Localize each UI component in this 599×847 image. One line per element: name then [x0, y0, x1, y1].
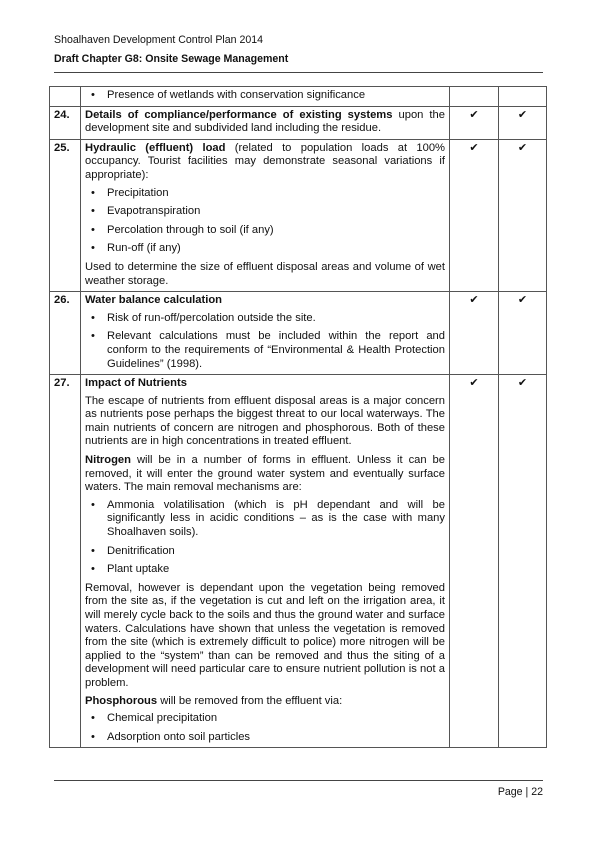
check-cell: [499, 139, 547, 291]
phosphorous-text: will be removed from the effluent via:: [157, 694, 343, 707]
bullet-icon: •: [91, 544, 95, 557]
page-number: Page | 22: [497, 786, 543, 798]
bullet-icon: •: [91, 186, 95, 199]
removal-text: Removal, however is dependant upon the vegetation being removed from the site as, if the vegetation is cut and left on the irrigation area, it will merely cycle back to the soils and thus the ground water and surface waters. Calculations have shown that unless the vegetation is removed from the site (which is extremely difficult to police) more nitrogen will be applied to the “system” than can be removed and thus the siting of a development will need particular care to ensure nutrient pollution is not a problem.: [85, 581, 445, 689]
item-title: Hydraulic (effluent) load: [85, 141, 226, 154]
checkmark-icon: ✔: [469, 141, 479, 154]
bullet-icon: •: [91, 89, 95, 101]
item-title: Impact of Nutrients: [85, 377, 187, 390]
check-cell: [450, 139, 499, 291]
checkmark-icon: ✔: [469, 108, 479, 121]
item-description: [81, 139, 450, 291]
list-item: • Ammonia volatilisation (which is pH dependant and will be significantly less in acidic conditions – as is the case with many Shoalhaven soils).: [91, 498, 445, 539]
item-title: Details of compliance/performance of existing systems: [85, 108, 393, 121]
bullet-icon: •: [91, 730, 95, 743]
table-row: [50, 292, 547, 375]
check-cell: [499, 106, 547, 139]
checkmark-icon: ✔: [517, 108, 528, 121]
list-item: • Run-off (if any): [91, 242, 181, 255]
check-cell: [450, 106, 499, 139]
bullet-icon: •: [91, 498, 95, 511]
item-number: 25.: [50, 139, 81, 291]
list-item: • Chemical precipitation: [91, 712, 218, 725]
bullet-icon: •: [91, 205, 95, 218]
item-description: [81, 87, 450, 107]
item-description: [81, 292, 450, 375]
list-item: • Presence of wetlands with conservation significance: [91, 89, 366, 101]
chapter-title: Draft Chapter G8: Onsite Sewage Management: [54, 53, 289, 65]
bullet-icon: •: [91, 223, 95, 236]
table-row: [50, 106, 547, 139]
check-cell: [450, 87, 499, 107]
list-item: • Plant uptake: [91, 563, 170, 576]
footer-divider: [54, 780, 543, 781]
page-header: [54, 33, 544, 66]
checkmark-icon: ✔: [517, 377, 528, 390]
check-cell: [499, 375, 547, 748]
list-item: • Precipitation: [91, 186, 169, 199]
item-title: Water balance calculation: [85, 294, 222, 307]
table-row: [50, 139, 547, 291]
bullet-icon: •: [91, 242, 95, 255]
checkmark-icon: ✔: [517, 141, 528, 154]
item-text: upon the development site and subdivided land including the residue.: [85, 108, 445, 135]
nitrogen-label: Nitrogen: [85, 454, 131, 467]
check-cell: [450, 292, 499, 375]
table-row: [50, 87, 547, 107]
requirements-table: [49, 86, 547, 748]
item-intro-text: The escape of nutrients from effluent disposal areas is a major concern as nutrients pose perhaps the biggest threat to our local waterways. The main nutrients of concern are nitrogen and phosphorous. Both of these nutrients are in high concentrations in treated effluent.: [85, 394, 445, 448]
list-item: • Risk of run-off/percolation outside the site.: [91, 311, 316, 324]
bullet-icon: •: [91, 563, 95, 576]
phosphorous-label: Phosphorous: [85, 694, 158, 707]
list-item: • Percolation through to soil (if any): [91, 223, 274, 236]
item-text: (related to population loads at 100% occupancy. Tourist facilities may demonstrate seasonal variations if appropriate):: [85, 141, 446, 181]
bullet-icon: •: [91, 712, 95, 725]
check-cell: [450, 375, 499, 748]
check-cell: [499, 87, 547, 107]
bullet-icon: •: [91, 311, 95, 324]
item-closing-text: Used to determine the size of effluent disposal areas and volume of wet weather storage.: [85, 260, 445, 287]
nitrogen-text: will be in a number of forms in effluent. Unless it can be removed, it will enter the ground water system and eventually surface waters. The main removal mechanisms are:: [85, 454, 445, 494]
list-item: • Evapotranspiration: [91, 205, 201, 218]
bullet-icon: •: [91, 330, 95, 343]
item-number: [50, 87, 81, 107]
list-item: • Adsorption onto soil particles: [91, 730, 251, 743]
list-item: • Denitrification: [91, 544, 175, 557]
list-item: • Relevant calculations must be included within the report and conform to the requirements of “Environmental & Health Protection Guidelines” (1998).: [91, 330, 445, 370]
item-number: 26.: [50, 292, 81, 375]
checkmark-icon: ✔: [469, 294, 479, 307]
item-description: [81, 106, 450, 139]
table-row: [50, 375, 547, 748]
header-divider: [54, 72, 543, 73]
item-description: [81, 375, 450, 748]
item-number: 24.: [50, 106, 81, 139]
plan-title: Shoalhaven Development Control Plan 2014: [54, 34, 264, 46]
check-cell: [499, 292, 547, 375]
checkmark-icon: ✔: [517, 294, 528, 307]
checkmark-icon: ✔: [469, 377, 479, 390]
item-number: 27.: [50, 375, 81, 748]
